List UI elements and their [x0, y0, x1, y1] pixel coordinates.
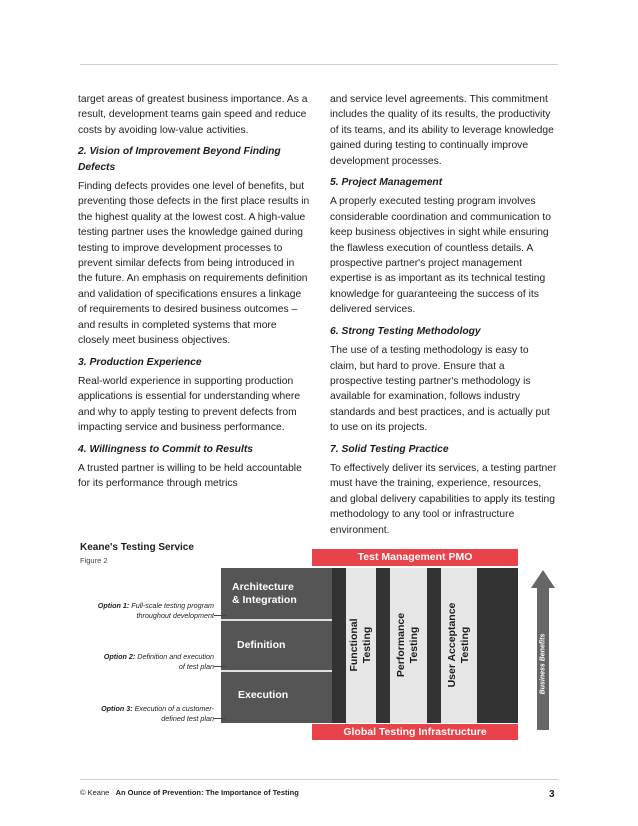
- body-paragraph: and service level agreements. This commitment includes the quality of its results, the productivity of its teams, and its ability to leverage knowledge gained during testing to continually improve development processes.: [330, 94, 554, 167]
- section-heading: 7. Solid Testing Practice: [330, 443, 449, 455]
- phase-definition: Definition: [237, 639, 286, 651]
- top-rule: [80, 64, 558, 65]
- body-paragraph: Real-world experience in supporting production applications is essential for understanding where and why to apply testing to prevent defects from impacting service and business performance.: [78, 375, 301, 434]
- business-benefits-label: Business Benefits: [539, 633, 547, 695]
- footer-rule: [80, 779, 558, 780]
- section-heading: 5. Project Management: [330, 177, 443, 189]
- functional-testing-label: Functional Testing: [348, 618, 373, 672]
- body-paragraph: A trusted partner is willing to be held accountable for its performance through metrics: [78, 462, 302, 490]
- body-paragraph: target areas of greatest business importance. As a result, development teams gain speed and reduce costs by avoiding low-value activities.: [78, 94, 308, 136]
- page-number: 3: [549, 789, 555, 800]
- option-1: Option 1: Full-scale testing program throughout development: [97, 601, 214, 620]
- functional-col-dark: [332, 568, 346, 723]
- option-3-pointer: [214, 718, 226, 719]
- body-paragraph: Finding defects provides one level of benefits, but preventing those defects in the first place results in the highest quality at the lowest cost. A high-value testing partner uses the knowledge gained during testing to improve development processes to prevent similar defects from being introduced in the future. An emphasis on requirements definition and validation of specifications ensures a linkage of requirements to desired business outcomes – and results in completed systems that more closely meet business objectives.: [78, 181, 310, 347]
- section-heading: 4. Willingness to Commit to Results: [78, 443, 253, 455]
- figure-title: Keane's Testing Service: [80, 542, 194, 553]
- section-heading: 2. Vision of Improvement Beyond Finding Defects: [78, 146, 281, 173]
- uat-label: User Acceptance Testing: [446, 602, 471, 688]
- performance-testing-label: Performance Testing: [395, 612, 420, 678]
- option-2-pointer: [214, 666, 226, 667]
- right-column: [330, 92, 558, 543]
- phase-execution: Execution: [238, 689, 289, 701]
- phase-architecture-line1: Architecture: [232, 581, 294, 593]
- body-paragraph: To effectively deliver its services, a testing partner must have the training, experience, resources, and global delivery capabilities to apply its testing methodology to any tool or infrastructure environment.: [330, 462, 557, 536]
- option-2: Option 2: Definition and execution of test plan: [103, 652, 214, 671]
- uat-col-dark: [427, 568, 441, 723]
- test-management-bar: Test Management PMO: [312, 549, 518, 566]
- option-1-pointer: [214, 615, 226, 616]
- footer-copyright: © Keane: [80, 788, 110, 797]
- section-heading: 6. Strong Testing Methodology: [330, 325, 481, 337]
- section-heading: 3. Production Experience: [78, 356, 202, 368]
- phase-separator: [221, 619, 332, 621]
- phase-separator: [221, 670, 332, 672]
- phase-architecture: [232, 581, 297, 607]
- option-3: Option 3: Execution of a customer- defined test plan: [101, 704, 214, 723]
- figure-subtitle: Figure 2: [80, 556, 108, 565]
- left-column: [78, 92, 310, 497]
- body-paragraph: The use of a testing methodology is easy to claim, but hard to prove. Ensure that a prospective testing partner's methodology is available for examination, follows industry standards and best practices, and is actually put to use on its projects.: [330, 345, 550, 434]
- performance-col-dark: [376, 568, 390, 723]
- phase-architecture-line2: & Integration: [232, 594, 297, 606]
- footer-doc-title: An Ounce of Prevention: The Importance of Testing: [115, 788, 299, 797]
- footer-text: [80, 788, 299, 797]
- global-infrastructure-bar: Global Testing Infrastructure: [312, 724, 518, 740]
- body-paragraph: A properly executed testing program involves considerable coordination and communication to keep business objectives in sight while ensuring the flawless execution of countless details. A prospective partner's project management expertise is as important as its technical testing knowledge for guaranteeing the success of its delivered services.: [330, 196, 551, 316]
- right-col-dark: [477, 568, 518, 723]
